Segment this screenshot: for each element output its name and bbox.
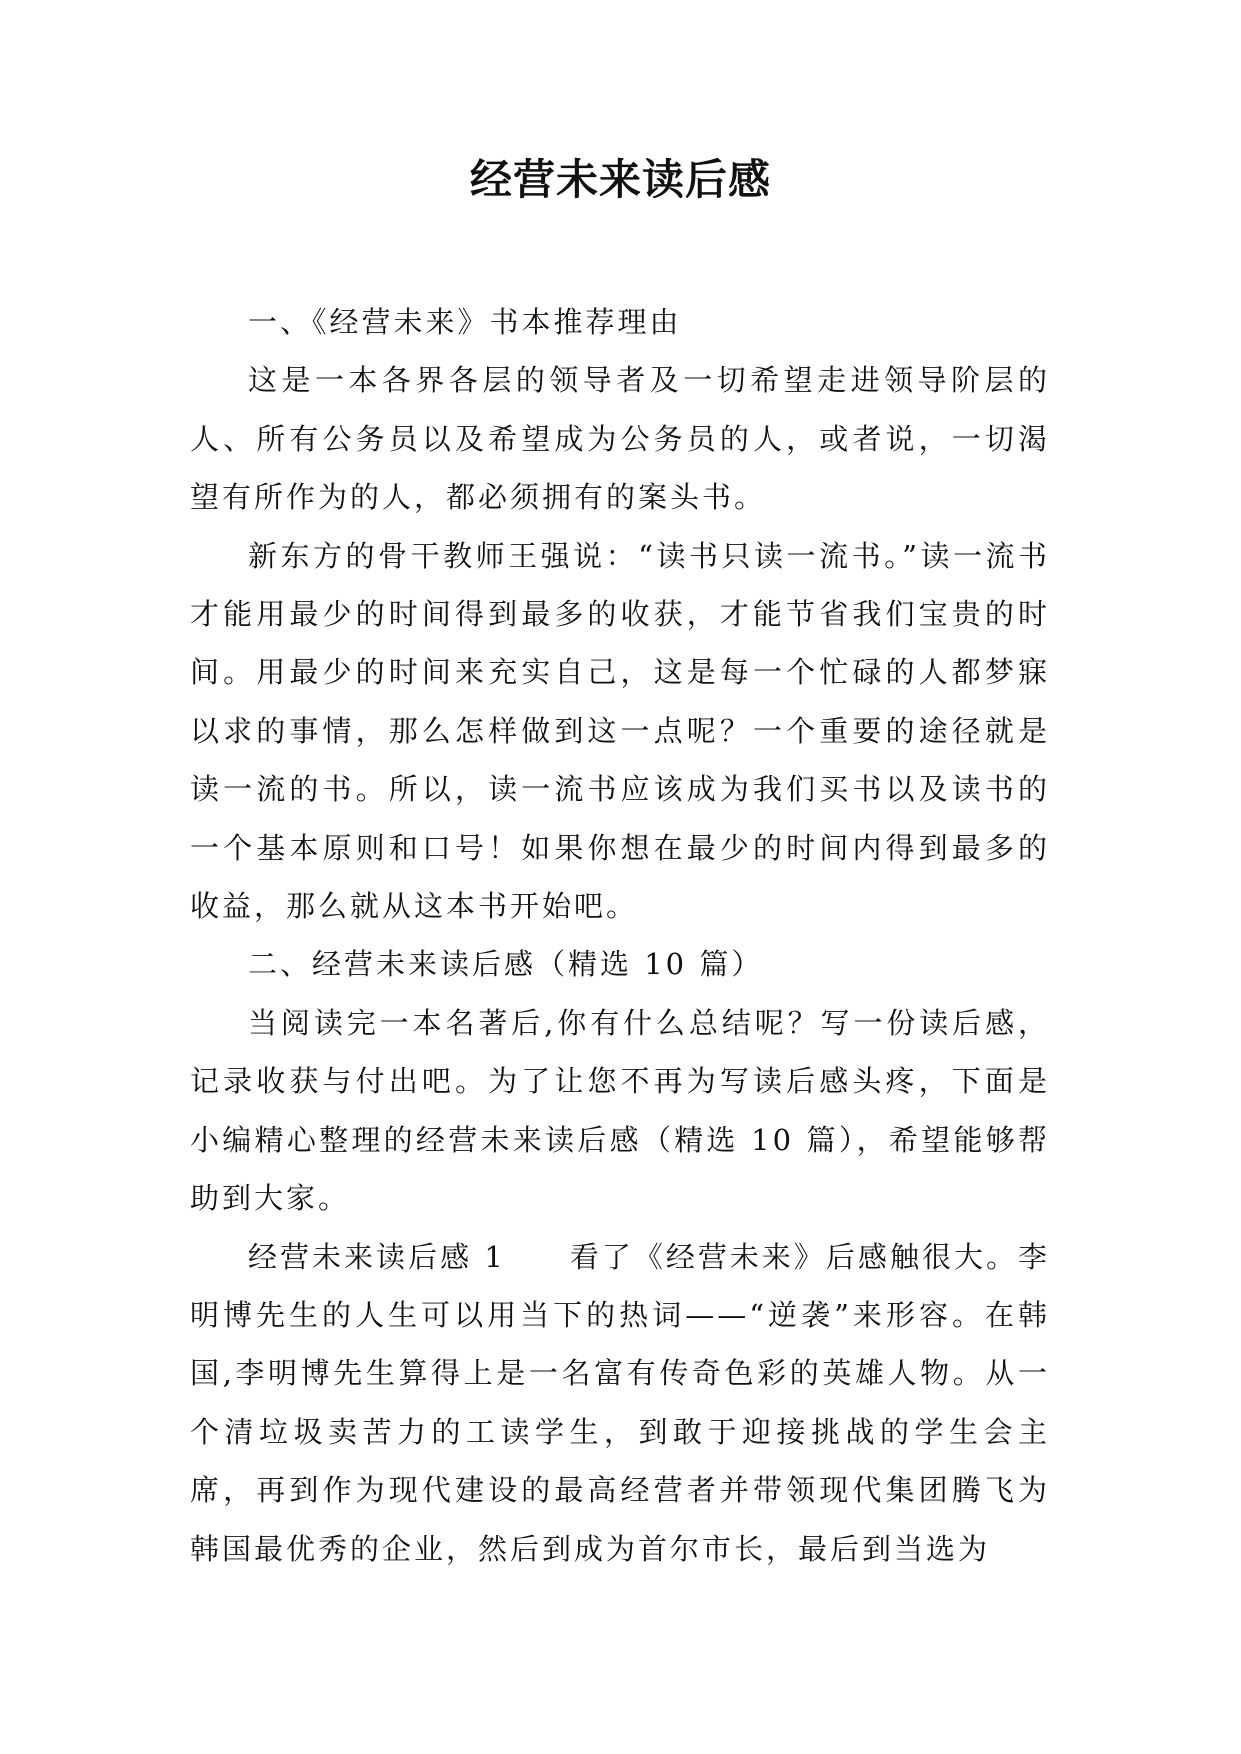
document-body bbox=[190, 293, 1050, 1578]
paragraph-intro: 这是一本各界各层的领导者及一切希望走进领导阶层的人、所有公务员以及希望成为公务员的人，或者说，一切渴望有所作为的人，都必须拥有的案头书。 bbox=[190, 363, 1050, 515]
paragraph-summary: 当阅读完一本名著后,你有什么总结呢？写一份读后感，记录收获与付出吧。为了让您不再为写读后感头疼，下面是小编精心整理的经营未来读后感（精选 10 篇），希望能够帮助到大家。 bbox=[190, 1005, 1050, 1216]
section-heading-reviews: 二、经营未来读后感（精选 10 篇） bbox=[248, 947, 764, 982]
paragraph-review-1: 经营未来读后感 1 看了《经营未来》后感触很大。李明博先生的人生可以用当下的热词——“逆袭”来形容。在韩国,李明博先生算得上是一名富有传奇色彩的英雄人物。从一个清垃圾卖苦力的工读学生，到敢于迎接挑战的学生会主席，再到作为现代建设的最高经营者并带领现代集团腾飞为韩国最优秀的企业，然后到成为首尔市长，最后到当选为 bbox=[190, 1239, 1050, 1566]
section-heading-recommendation: 一、《经营未来》书本推荐理由 bbox=[248, 305, 682, 339]
paragraph-quote: 新东方的骨干教师王强说：“读书只读一流书。”读一流书才能用最少的时间得到最多的收获，才能节省我们宝贵的时间。用最少的时间来充实自己，这是每一个忙碌的人都梦寐以求的事情，那么怎样做到这一点呢？一个重要的途径就是读一流的书。所以，读一流书应该成为我们买书以及读书的一个基本原则和口号！如果你想在最少的时间内得到最多的收益，那么就从这本书开始吧。 bbox=[190, 538, 1050, 924]
document-title: 经营未来读后感 bbox=[469, 155, 771, 204]
